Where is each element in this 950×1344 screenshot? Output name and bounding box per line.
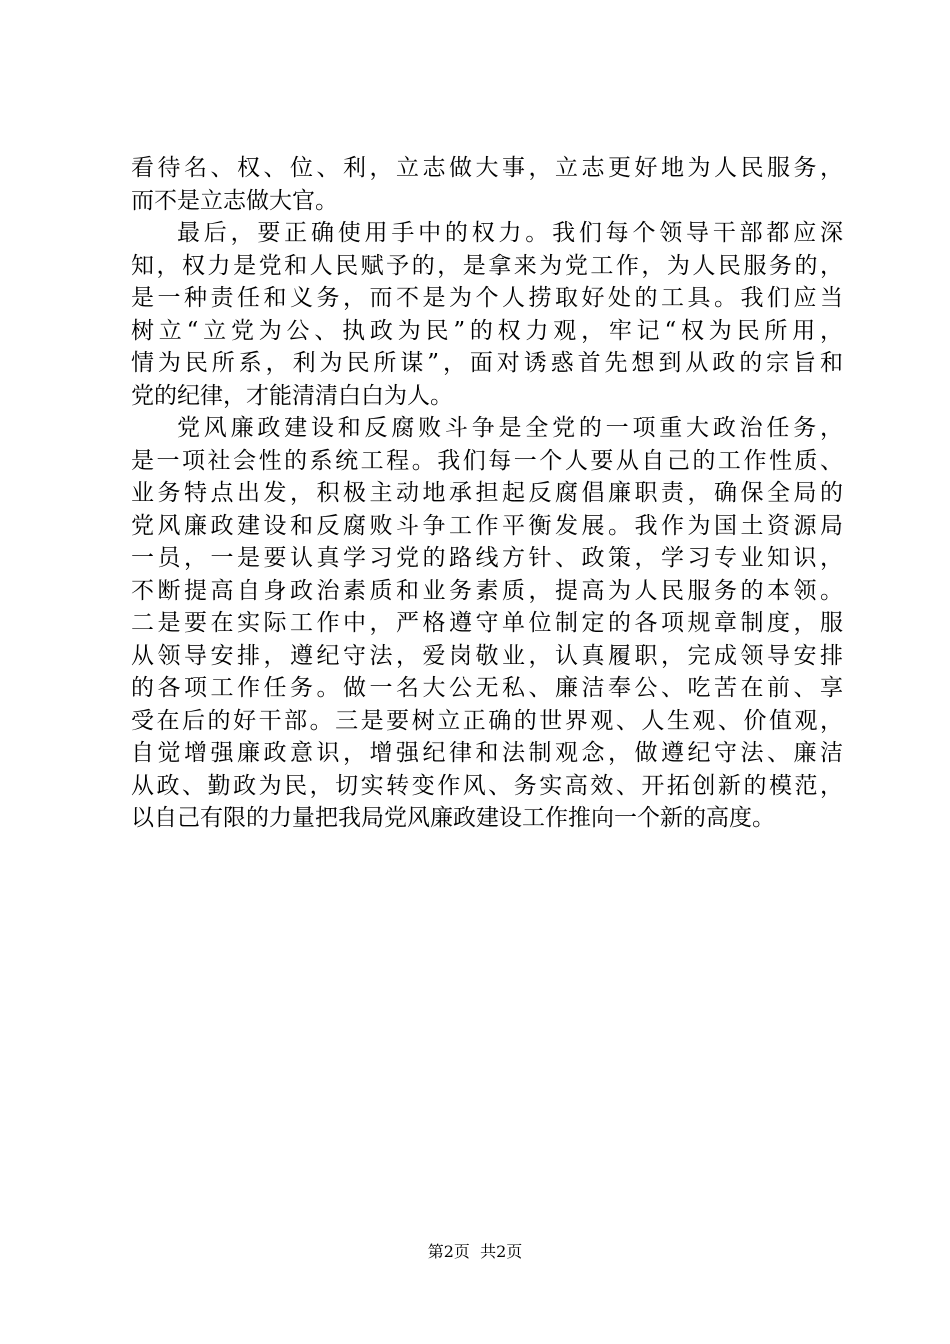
page-number: 第2页 [427,1242,470,1261]
text-line: 以自己有限的力量把我局党风廉政建设工作推向一个新的高度。 [131,805,775,831]
page-total: 共2页 [480,1242,523,1261]
text-line: 的各项工作任务。做一名大公无私、廉洁奉公、吃苦在前、享 [131,675,843,701]
text-line: 是一种责任和义务，而不是为个人捞取好处的工具。我们应当 [131,285,843,311]
paragraph [131,217,843,412]
text-line: 知，权力是党和人民赋予的，是拿来为党工作，为人民服务的， [131,252,843,279]
body-text [131,152,843,835]
text-line: 受在后的好干部。三是要树立正确的世界观、人生观、价值观， [131,707,843,734]
text-line: 从领导安排，遵纪守法，爱岗敬业，认真履职，完成领导安排 [131,642,843,669]
text-line: 情为民所系，利为民所谋”，面对诱惑首先想到从政的宗旨和 [131,350,843,376]
text-line: 而不是立志做大官。 [131,187,338,214]
text-line: 最后，要正确使用手中的权力。我们每个领导干部都应深 [177,220,843,246]
text-line: 二是要在实际工作中，严格遵守单位制定的各项规章制度，服 [131,610,843,636]
page-footer [0,1242,950,1262]
text-line: 业务特点出发，积极主动地承担起反腐倡廉职责，确保全局的 [131,480,843,506]
paragraph [131,152,843,217]
text-line: 党的纪律，才能清清白白为人。 [131,382,453,409]
text-line: 看待名、权、位、利，立志做大事，立志更好地为人民服务， [131,155,843,181]
paragraph [131,412,843,835]
text-line: 从政、勤政为民，切实转变作风、务实高效、开拓创新的模范， [131,772,843,799]
text-line: 是一项社会性的系统工程。我们每一个人要从自己的工作性质、 [131,447,843,474]
text-line: 自觉增强廉政意识，增强纪律和法制观念，做遵纪守法、廉洁 [131,740,843,766]
text-line: 党风廉政建设和反腐败斗争工作平衡发展。我作为国土资源局 [131,512,843,539]
text-line: 不断提高自身政治素质和业务素质，提高为人民服务的本领。 [131,577,843,604]
text-line: 党风廉政建设和反腐败斗争是全党的一项重大政治任务， [177,415,843,441]
text-line: 树立“立党为公、执政为民”的权力观，牢记“权为民所用， [131,317,843,344]
text-line: 一员，一是要认真学习党的路线方针、政策，学习专业知识， [131,545,843,571]
